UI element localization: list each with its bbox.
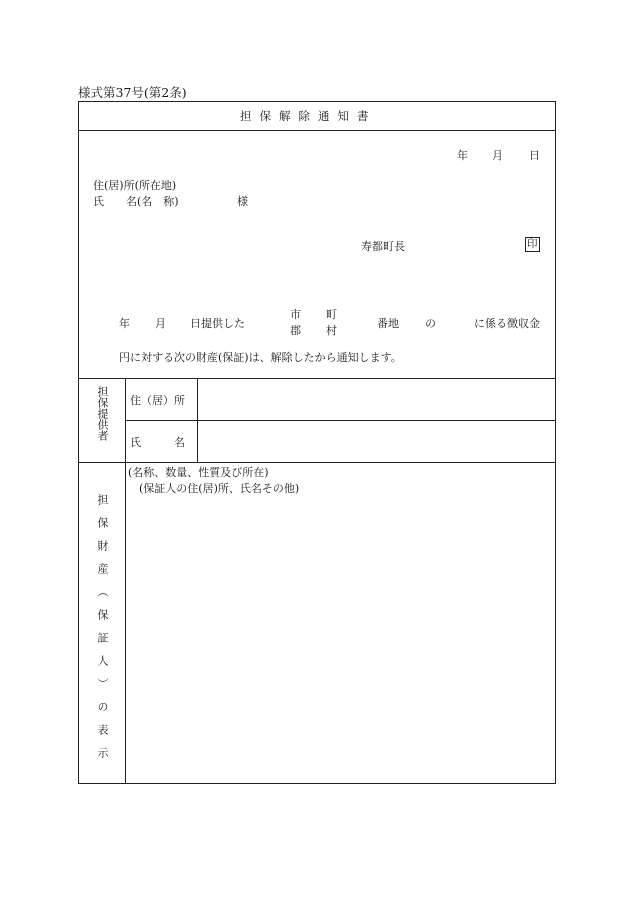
issuer-mayor: 寿都町長 [361, 240, 405, 253]
body-county: 郡 [290, 324, 301, 337]
property-side-label: 担保財産（保証人）の表示 [96, 494, 109, 770]
body-year: 年 [119, 317, 130, 330]
body-of: の [425, 317, 436, 330]
body-lot: 番地 [377, 317, 399, 330]
provider-side-label: 担保提供者 [96, 386, 109, 441]
provider-divider [79, 462, 555, 463]
body-line-2: 円に対する次の財産(保証)は、解除したから通知します。 [119, 351, 402, 364]
recipient-name-label: 氏 名(名 称) [93, 195, 179, 208]
date-day: 日 [529, 149, 540, 162]
seal-mark: 印 [527, 238, 538, 250]
date-month: 月 [492, 149, 503, 162]
date-year: 年 [457, 149, 468, 162]
recipient-address-label: 住(居)所(所在地) [93, 179, 177, 192]
title-divider [79, 130, 555, 131]
body-village: 村 [326, 324, 337, 337]
provider-label-divider [197, 378, 198, 462]
body-month: 月 [155, 317, 166, 330]
body-town: 町 [326, 308, 337, 321]
provider-name-label: 氏 名 [130, 436, 185, 449]
body-city: 市 [290, 308, 301, 321]
body-divider [79, 378, 555, 379]
body-day-provided: 日提供した [190, 317, 245, 330]
recipient-honorific: 様 [237, 195, 248, 208]
document-title: 担保解除通知書 [240, 109, 377, 123]
side-label-divider [125, 378, 126, 783]
property-note-1: (名称、数量、性質及び所在) [128, 466, 269, 479]
provider-row-divider [125, 420, 555, 421]
body-related-tax: に係る徴収金 [474, 317, 540, 330]
property-note-2: (保証人の住(居)所、氏名その他) [139, 482, 300, 495]
form-number: 様式第37号(第2条) [78, 85, 187, 100]
provider-address-label: 住（居）所 [130, 394, 185, 407]
